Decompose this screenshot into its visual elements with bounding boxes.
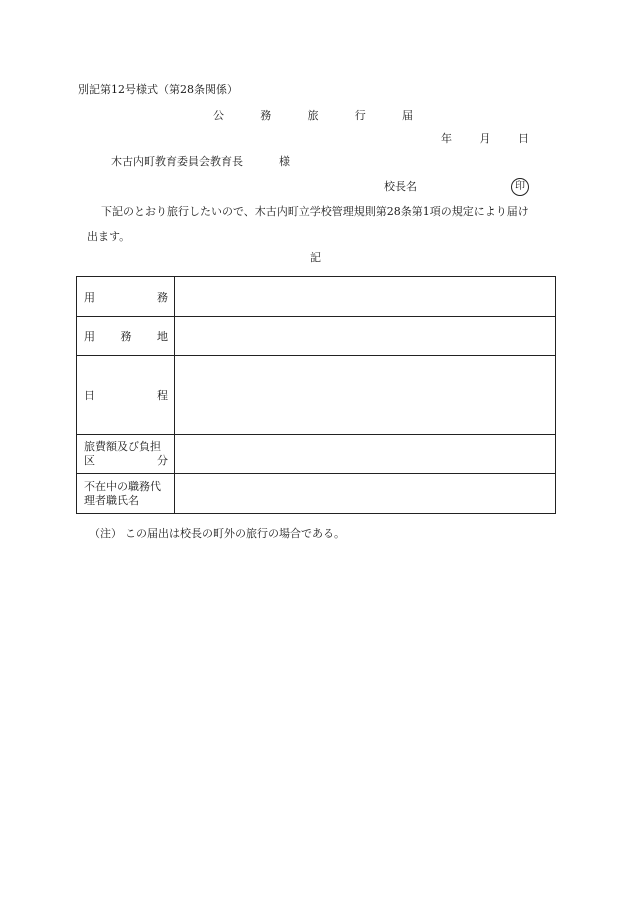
title-char: 行 [354, 109, 366, 122]
row-label-dairi [77, 474, 175, 514]
label-char: 務 [120, 330, 132, 343]
title-char: 公 [213, 109, 224, 122]
label-char: 地 [157, 330, 168, 343]
label-line1: 旅費額及び負担 [84, 440, 161, 453]
date-month: 月 [479, 132, 491, 145]
row-label-youmuchi [77, 317, 175, 356]
table-row [77, 474, 556, 514]
dairi-field[interactable] [175, 474, 556, 514]
label-char: 分 [157, 454, 168, 467]
addressee-suffix: 様 [279, 155, 290, 168]
label-char: 日 [84, 389, 95, 402]
principal-name-label: 校長名 [384, 180, 417, 193]
note-text: この届出は校長の町外の旅行の場合である。 [125, 527, 345, 540]
form-number: 別記第12号様式（第28条関係） [78, 83, 238, 96]
body-text-line1: 下記のとおり旅行したいので、木古内町立学校管理規則第28条第1項の規定により届け [101, 205, 529, 218]
table-row [77, 277, 556, 317]
label-char: 務 [157, 290, 168, 304]
addressee: 木古内町教育委員会教育長 [111, 155, 243, 168]
label-line1: 不在中の職務代 [84, 479, 161, 493]
label-line2: 理者職氏名 [84, 493, 139, 507]
title-char: 旅 [307, 109, 319, 122]
travel-form-table [76, 276, 556, 514]
date-year: 年 [441, 132, 452, 145]
label-char: 程 [157, 389, 168, 402]
table-row [77, 317, 556, 356]
ryohi-field[interactable] [175, 435, 556, 474]
row-label-nittei [77, 356, 175, 435]
youmuchi-field[interactable] [175, 317, 556, 356]
date-day: 日 [518, 132, 529, 145]
note-prefix: （注） [89, 527, 122, 540]
table-row [77, 435, 556, 474]
label-char: 用 [84, 330, 95, 343]
row-label-youmu [77, 277, 175, 317]
date-line [441, 132, 529, 146]
table-row [77, 356, 556, 435]
nittei-field[interactable] [175, 356, 556, 435]
body-text-line2: 出ます。 [87, 230, 131, 243]
title-char: 務 [260, 109, 272, 122]
youmu-field[interactable] [175, 277, 556, 317]
ki-heading: 記 [310, 251, 321, 264]
title-char: 届 [402, 109, 413, 122]
document-title [213, 109, 413, 123]
seal-mark: 印 [511, 178, 529, 196]
row-label-ryohi [77, 435, 175, 474]
label-char: 用 [84, 290, 95, 304]
label-char: 区 [84, 454, 95, 467]
